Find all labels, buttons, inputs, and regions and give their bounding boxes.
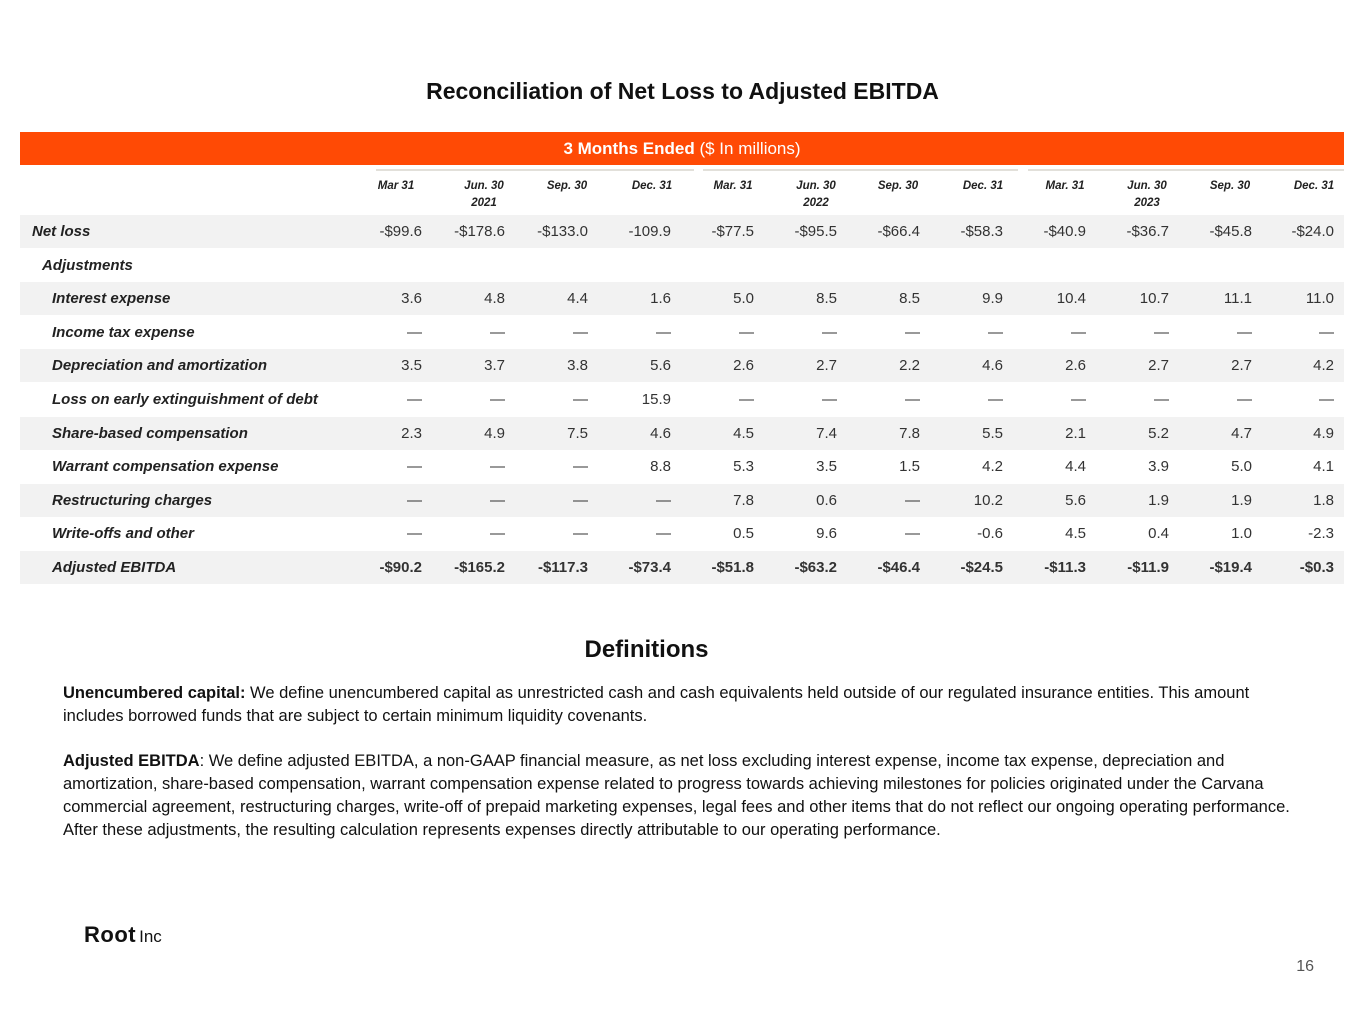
row-label: Net loss [32,223,91,240]
table-cell: -$95.5 [794,223,837,240]
table-row [20,517,1344,550]
table-cell: — [490,458,505,476]
table-cell: -$0.3 [1299,559,1334,576]
row-label: Income tax expense [52,323,195,341]
table-cell: 4.5 [733,424,754,442]
table-cell: -2.3 [1308,525,1334,543]
table-cell: — [822,323,837,341]
table-cell: — [490,491,505,509]
table-cell: — [1154,391,1169,408]
column-header [356,178,436,195]
table-cell: 1.9 [1231,491,1252,509]
table-cell: — [573,525,588,543]
table-cell: 4.7 [1231,424,1252,442]
table-cell: 5.0 [733,290,754,308]
table-cell: -$40.9 [1043,223,1086,240]
table-cell: 0.5 [733,525,754,543]
year-divider [376,169,694,171]
definition-term: Adjusted EBITDA [63,752,200,770]
definition-text: We define unencumbered capital as unrestricted cash and cash equivalents held outside of our regulated insurance entities. This amount includes borrowed funds that are subject to certain minimum liquidity covenants. [63,684,1250,725]
definition-unencumbered [63,682,1303,728]
table-cell: 3.5 [401,357,422,375]
column-header [693,178,773,195]
row-label: Depreciation and amortization [52,357,268,375]
column-header [612,178,692,195]
table-cell: 3.5 [816,458,837,476]
table-cell: 2.1 [1065,424,1086,442]
table-row [20,349,1344,382]
table-cell: 11.1 [1223,290,1252,308]
column-period: Jun. 30 [464,180,504,192]
table-cell: 15.9 [641,391,671,408]
table-cell: — [905,491,920,509]
table-cell: 11.0 [1305,290,1334,308]
page-title: Reconciliation of Net Loss to Adjusted EBITDA [426,78,939,104]
column-header [1107,178,1187,212]
table-cell: — [490,323,505,341]
definition-text: : We define adjusted EBITDA, a non-GAAP financial measure, as net loss excluding interest expense, income tax expense, depreciation and amortization, share-based compensation, warrant compensation expense related to progress towards achieving milestones for policies originated under the Carvana commercial agreement, restructuring charges, write-off of prepaid marketing expenses, legal fees and other items that do not reflect our ongoing operating performance. After these adjustments, the resulting calculation represents expenses directly attributable to our operating performance. [63,752,1290,839]
row-label: Warrant compensation expense [52,458,279,476]
column-period: Dec. 31 [1293,180,1335,192]
table-cell: 2.6 [1065,357,1086,375]
column-period: Sep. 30 [877,180,919,192]
table-cell: 2.2 [899,357,920,375]
row-label: Share-based compensation [52,424,248,442]
table-cell: 1.9 [1148,491,1169,509]
table-cell: 3.6 [401,290,422,308]
table-row [20,450,1344,483]
table-cell: 4.4 [567,290,588,308]
table-cell: -$19.4 [1209,559,1252,576]
table-cell: — [573,491,588,509]
table-header-band [20,132,1344,165]
table-cell: -$77.5 [711,223,754,240]
table-cell: 7.8 [733,491,754,509]
table-cell: -$36.7 [1126,223,1169,240]
column-period: Dec. 31 [631,180,673,192]
table-cell: — [1237,323,1252,341]
table-cell: 1.6 [650,290,671,308]
row-label: Restructuring charges [52,491,213,509]
table-cell: 4.5 [1065,525,1086,543]
table-cell: -$63.2 [794,559,837,576]
table-cell: -$46.4 [877,559,920,576]
table-cell: -$58.3 [960,223,1003,240]
table-cell: 5.6 [650,357,671,375]
column-period: Mar. 31 [1045,180,1085,192]
table-cell: 5.3 [733,458,754,476]
table-cell: — [1071,391,1086,408]
definition-adjusted-ebitda [63,750,1303,842]
table-cell: 7.8 [899,424,920,442]
table-cell: — [1237,391,1252,408]
column-period: Jun. 30 [796,180,836,192]
table-cell: 1.0 [1231,525,1252,543]
row-label: Adjustments [42,256,133,274]
table-cell: 5.2 [1148,424,1169,442]
table-cell: 0.4 [1148,525,1169,543]
column-year: 2022 [803,197,829,209]
row-label: Loss on early extinguishment of debt [52,391,318,408]
table-row [20,417,1344,450]
table-cell: -$66.4 [877,223,920,240]
table-cell: -$24.5 [960,559,1003,576]
table-cell: 7.5 [567,424,588,442]
table-cell: 4.9 [1313,424,1334,442]
table-row [20,484,1344,517]
table-cell: — [407,323,422,341]
table-cell: 1.8 [1313,491,1334,509]
column-period: Jun. 30 [1127,180,1167,192]
table-cell: 7.4 [816,424,837,442]
table-cell: — [988,323,1003,341]
column-header [1274,178,1354,195]
column-header [1025,178,1105,195]
table-cell: 5.6 [1065,491,1086,509]
table-cell: — [988,391,1003,408]
table-cell: — [905,525,920,543]
table-cell: -$133.0 [537,223,588,240]
band-units: ($ In millions) [694,139,801,158]
table-cell: — [407,491,422,509]
row-label: Adjusted EBITDA [52,559,177,576]
table-cell: 5.0 [1231,458,1252,476]
table-cell: — [407,391,422,408]
definition-term: Unencumbered capital: [63,684,246,702]
column-period: Mar. 31 [713,180,753,192]
column-period: Sep. 30 [1209,180,1251,192]
table-cell: — [573,323,588,341]
column-header [527,178,607,195]
table-cell: 2.7 [816,357,837,375]
logo-wordmark: Root [84,922,137,947]
table-row [20,383,1344,416]
column-year: 2023 [1134,197,1160,209]
table-cell: — [1319,391,1334,408]
column-header [943,178,1023,195]
logo-suffix: Inc [139,927,162,946]
table-cell: -$73.4 [628,559,671,576]
table-cell: 5.5 [982,424,1003,442]
table-cell: — [573,391,588,408]
table-cell: 9.6 [816,525,837,543]
column-period: Dec. 31 [962,180,1004,192]
table-cell: 3.8 [567,357,588,375]
table-cell: -0.6 [977,525,1003,543]
table-cell: 2.6 [733,357,754,375]
table-cell: -$45.8 [1209,223,1252,240]
table-cell: -$99.6 [379,223,422,240]
table-cell: 8.5 [899,290,920,308]
table-cell: 8.8 [650,458,671,476]
table-cell: -$11.9 [1127,559,1169,576]
table-row [20,282,1344,315]
table-cell: -$117.3 [537,559,588,576]
year-divider [703,169,1018,171]
table-cell: -$165.2 [454,559,505,576]
row-label: Write-offs and other [52,525,194,543]
table-cell: 4.6 [650,424,671,442]
table-row [20,215,1344,248]
table-cell: 4.2 [1313,357,1334,375]
table-cell: -109.9 [628,223,671,240]
table-cell: 4.9 [484,424,505,442]
table-cell: -$178.6 [454,223,505,240]
page-number: 16 [1296,958,1314,975]
table-cell: 4.2 [982,458,1003,476]
table-row [20,551,1344,584]
table-cell: — [490,391,505,408]
table-cell: -$51.8 [711,559,754,576]
table-cell: 3.7 [484,357,505,375]
table-cell: 10.2 [973,491,1003,509]
table-cell: 0.6 [816,491,837,509]
table-cell: — [656,491,671,509]
table-cell: — [656,323,671,341]
table-cell: — [1154,323,1169,341]
table-cell: — [822,391,837,408]
table-cell: — [739,391,754,408]
definitions-heading: Definitions [584,636,709,663]
table-cell: 4.1 [1313,458,1334,476]
column-year: 2021 [471,197,497,209]
table-cell: -$90.2 [379,559,422,576]
table-cell: 10.7 [1139,290,1169,308]
column-header [776,178,856,212]
table-cell: — [1071,323,1086,341]
table-cell: — [739,323,754,341]
table-row [20,316,1344,349]
row-label: Interest expense [52,290,171,308]
column-header [1190,178,1270,195]
table-cell: 10.4 [1056,290,1086,308]
year-divider [1028,169,1344,171]
table-cell: — [1319,323,1334,341]
table-cell: — [573,458,588,476]
table-cell: -$11.3 [1044,559,1086,576]
root-logo [84,922,162,948]
table-cell: 3.9 [1148,458,1169,476]
table-cell: — [407,458,422,476]
band-label: 3 Months Ended [563,139,695,158]
table-cell: — [905,323,920,341]
table-cell: 4.4 [1065,458,1086,476]
table-cell: -$24.0 [1291,223,1334,240]
table-cell: — [407,525,422,543]
table-cell: — [905,391,920,408]
column-header [858,178,938,195]
column-period: Sep. 30 [546,180,588,192]
table-row [20,249,1344,282]
table-cell: — [490,525,505,543]
column-header [444,178,524,212]
table-cell: 2.7 [1231,357,1252,375]
table-cell: — [656,525,671,543]
table-cell: 4.6 [982,357,1003,375]
table-cell: 4.8 [484,290,505,308]
column-period: Mar 31 [377,180,415,192]
table-cell: 8.5 [816,290,837,308]
table-cell: 9.9 [982,290,1003,308]
table-cell: 1.5 [899,458,920,476]
table-cell: 2.7 [1148,357,1169,375]
table-cell: 2.3 [401,424,422,442]
